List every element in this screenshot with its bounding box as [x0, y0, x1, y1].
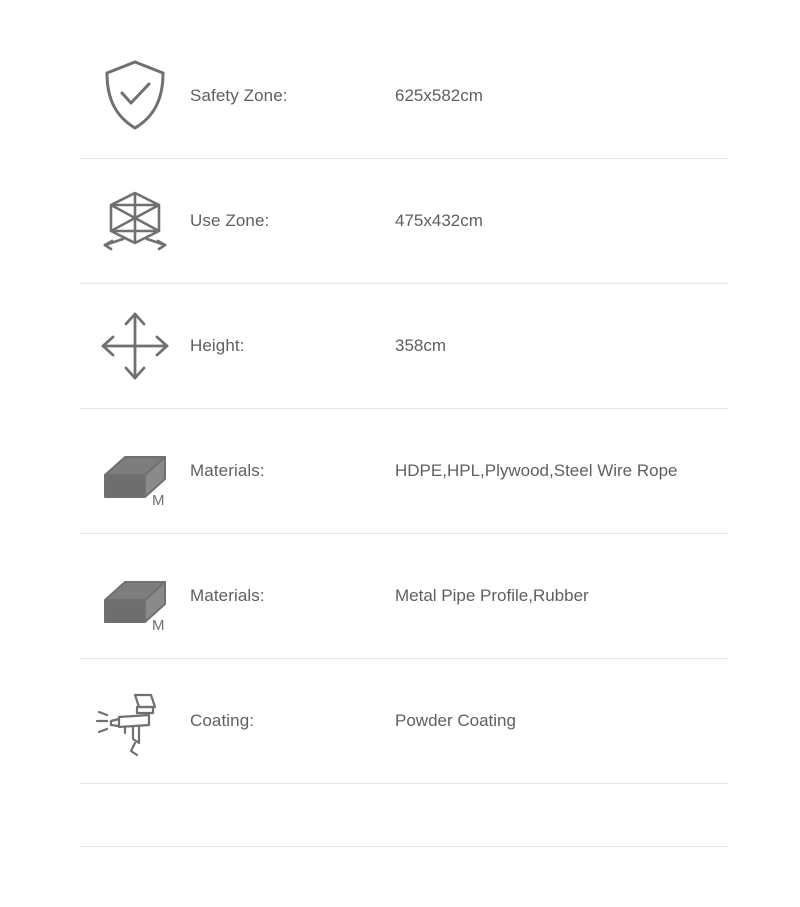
- row-icon-cell: [80, 56, 190, 136]
- row-value: 625x582cm: [395, 86, 483, 106]
- table-row-empty: [80, 784, 728, 847]
- row-value: 475x432cm: [395, 211, 483, 231]
- row-label: Use Zone:: [190, 211, 270, 230]
- row-label: Safety Zone:: [190, 86, 288, 105]
- spray-gun-icon: [95, 681, 175, 761]
- table-row: [80, 534, 728, 659]
- shield-check-icon: [95, 56, 175, 136]
- row-value: 358cm: [395, 336, 447, 356]
- bottom-spacer: [80, 847, 728, 907]
- material-block-icon: [95, 431, 175, 511]
- row-icon-cell: [80, 556, 190, 636]
- table-row: [80, 409, 728, 534]
- material-badge-letter: M: [152, 617, 165, 634]
- row-icon-cell: [80, 306, 190, 386]
- row-icon-cell: [80, 181, 190, 261]
- row-value: Powder Coating: [395, 711, 516, 731]
- material-block-icon: [95, 556, 175, 636]
- row-label: Coating:: [190, 711, 255, 730]
- use-zone-cube-icon: [95, 181, 175, 261]
- table-row: [80, 159, 728, 284]
- row-icon-cell: [80, 681, 190, 761]
- row-label: Materials:: [190, 586, 265, 605]
- height-arrows-icon: [95, 306, 175, 386]
- row-value: Metal Pipe Profile,Rubber: [395, 586, 589, 606]
- table-row: [80, 659, 728, 784]
- material-badge-letter: M: [152, 492, 165, 509]
- row-value: HDPE,HPL,Plywood,Steel Wire Rope: [395, 461, 678, 481]
- top-spacer: [80, 0, 728, 34]
- row-label: Height:: [190, 336, 245, 355]
- table-row: [80, 34, 728, 159]
- row-label: Materials:: [190, 461, 265, 480]
- table-row: [80, 284, 728, 409]
- row-icon-cell: [80, 431, 190, 511]
